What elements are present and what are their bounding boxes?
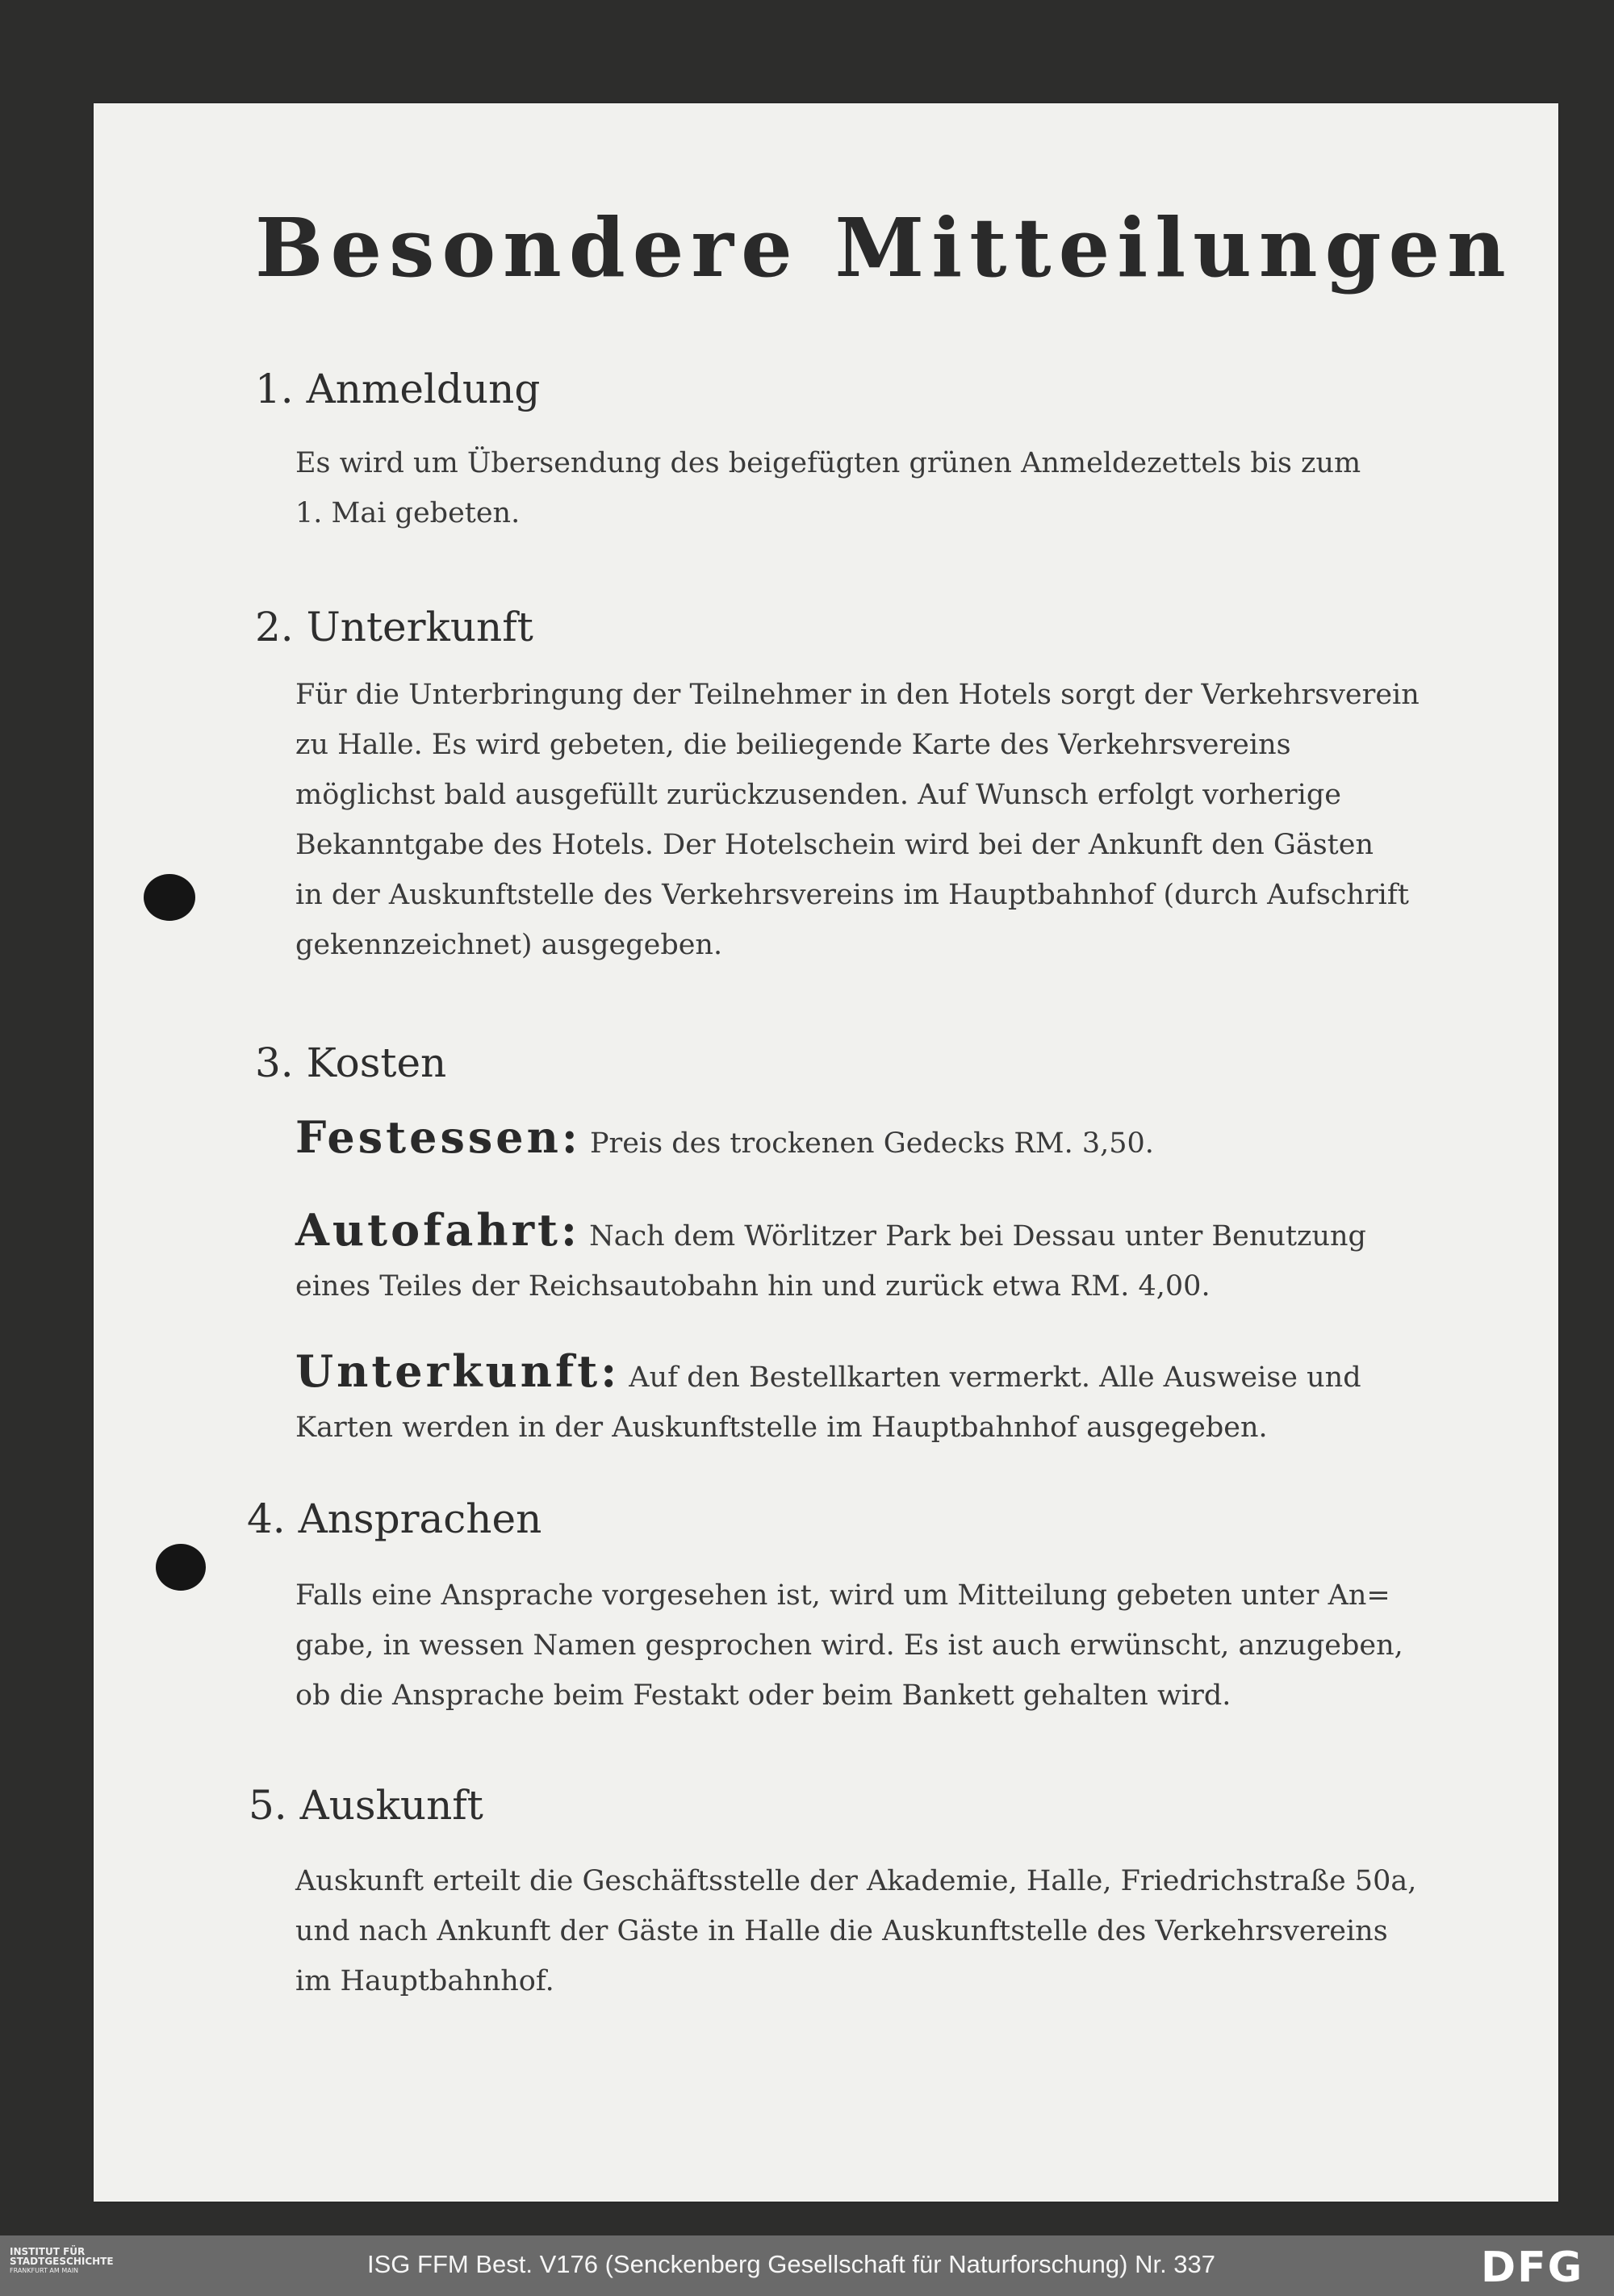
archive-caption: ISG FFM Best. V176 (Senckenberg Gesellschaft für Naturforschung) Nr. 337: [367, 2250, 1216, 2278]
cost-label-autofahrt: Autofahrt:: [295, 1204, 580, 1256]
text-line: Falls eine Ansprache vorgesehen ist, wird um Mitteilung gebeten unter An=: [295, 1579, 1390, 1612]
section-heading-anmeldung: 1. Anmeldung: [255, 366, 541, 412]
institute-mark: [10, 2247, 114, 2276]
punch-hole: [144, 874, 195, 921]
cost-item-festessen: [295, 1112, 1466, 1169]
section-heading-ansprachen: 4. Ansprachen: [247, 1495, 542, 1542]
dfg-logo: DFG: [1481, 2244, 1584, 2292]
text-line: 1. Mai gebeten.: [295, 497, 521, 529]
cost-item-unterkunft: [295, 1346, 1466, 1453]
section-heading-unterkunft: 2. Unterkunft: [255, 604, 533, 650]
institute-line: FRANKFURT AM MAIN: [10, 2267, 79, 2274]
text-line: in der Auskunftstelle des Verkehrsvereins im Hauptbahnhof (durch Aufschrift: [295, 879, 1409, 911]
text-line: Auskunft erteilt die Geschäftsstelle der Akademie, Halle, Friedrichstraße 50a,: [295, 1865, 1417, 1897]
institute-line: INSTITUT FÜR: [10, 2246, 86, 2257]
text-line: im Hauptbahnhof.: [295, 1965, 554, 1997]
cost-item-autofahrt: [295, 1205, 1466, 1311]
text-line: und nach Ankunft der Gäste in Halle die Auskunftstelle des Verkehrsvereins: [295, 1915, 1388, 1947]
text-line: gabe, in wessen Namen gesprochen wird. Es ist auch erwünscht, anzugeben,: [295, 1629, 1403, 1662]
text-line: Es wird um Übersendung des beigefügten grünen Anmeldezettels bis zum: [295, 447, 1361, 479]
text-line: Karten werden in der Auskunftstelle im Hauptbahnhof ausgegeben.: [295, 1411, 1268, 1444]
punch-hole: [156, 1544, 206, 1591]
section-heading-kosten: 3. Kosten: [255, 1039, 447, 1086]
section-text-unterkunft: [295, 670, 1466, 970]
text-line: gekennzeichnet) ausgegeben.: [295, 929, 723, 961]
cost-label-unterkunft: Unterkunft:: [295, 1345, 621, 1397]
section-heading-auskunft: 5. Auskunft: [249, 1782, 483, 1829]
cost-text: Preis des trockenen Gedecks RM. 3,50.: [589, 1127, 1154, 1160]
cost-text: Nach dem Wörlitzer Park bei Dessau unter Benutzung: [589, 1220, 1366, 1253]
text-line: eines Teiles der Reichsautobahn hin und zurück etwa RM. 4,00.: [295, 1270, 1210, 1303]
text-line: [295, 1205, 1466, 1261]
text-line: ob die Ansprache beim Festakt oder beim Bankett gehalten wird.: [295, 1679, 1231, 1712]
text-line: Bekanntgabe des Hotels. Der Hotelschein wird bei der Ankunft den Gästen: [295, 829, 1374, 861]
document-page: [94, 103, 1558, 2202]
section-text-ansprachen: [295, 1570, 1466, 1721]
text-line: [295, 1112, 1466, 1169]
page-title: Besondere Mitteilungen: [255, 200, 1513, 295]
section-text-anmeldung: [295, 438, 1449, 538]
text-line: zu Halle. Es wird gebeten, die beiliegende Karte des Verkehrsvereins: [295, 729, 1291, 761]
archive-footer: [0, 2235, 1614, 2296]
text-line: möglichst bald ausgefüllt zurückzusenden. Auf Wunsch erfolgt vorherige: [295, 779, 1341, 811]
cost-text: Auf den Bestellkarten vermerkt. Alle Ausweise und: [629, 1361, 1361, 1394]
text-line: [295, 1346, 1466, 1403]
text-line: Für die Unterbringung der Teilnehmer in den Hotels sorgt der Verkehrsverein: [295, 679, 1420, 711]
section-text-auskunft: [295, 1856, 1466, 2006]
cost-label-festessen: Festessen:: [295, 1111, 581, 1163]
institute-line: STADTGESCHICHTE: [10, 2256, 114, 2267]
